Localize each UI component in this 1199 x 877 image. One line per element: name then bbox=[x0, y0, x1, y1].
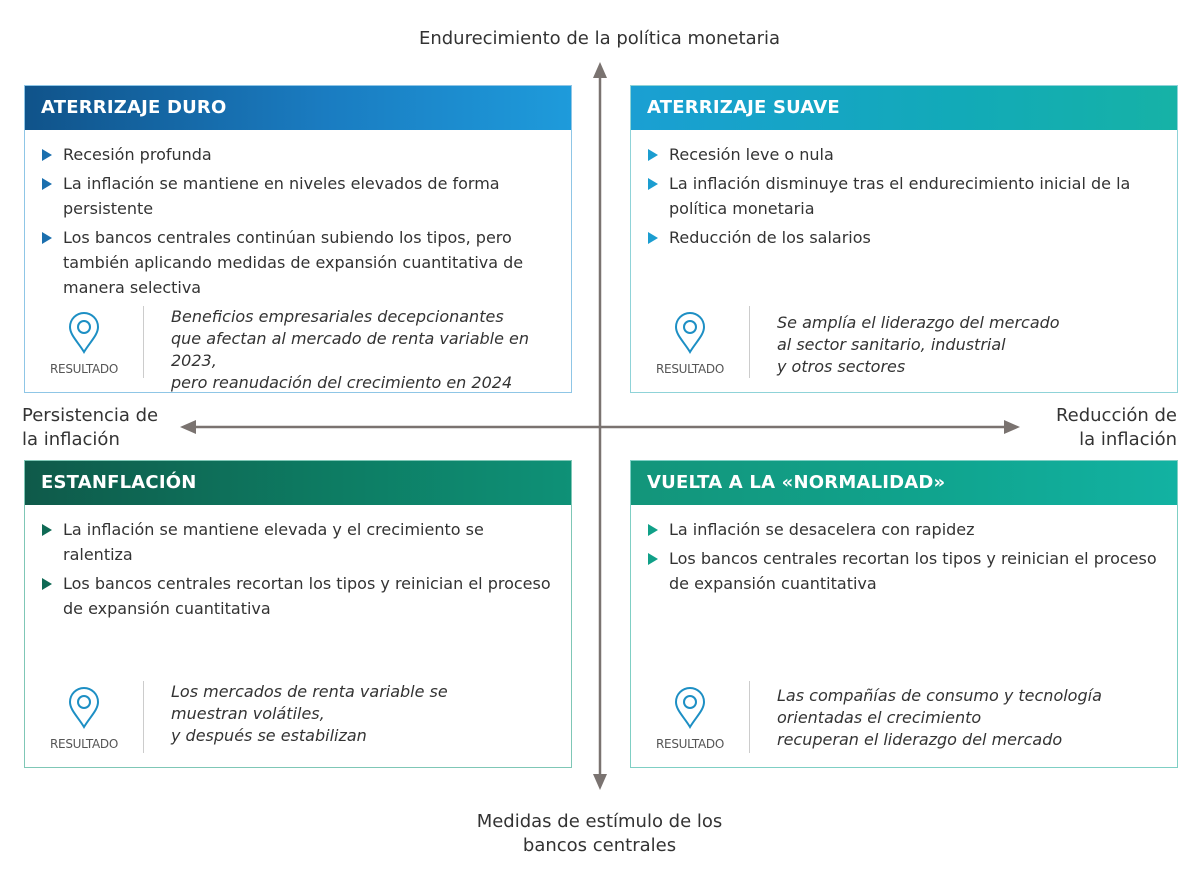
list-item: Los bancos centrales recortan los tipos y reinician el proceso de expansión cuantitativa bbox=[41, 571, 555, 621]
result-block bbox=[25, 306, 571, 392]
location-pin-icon bbox=[673, 687, 707, 729]
quadrant-soft-landing bbox=[630, 85, 1178, 393]
bullet-triangle-icon bbox=[648, 524, 658, 536]
divider bbox=[143, 306, 144, 378]
list-item: La inflación se mantiene en niveles elevados de forma persistente bbox=[41, 171, 555, 221]
location-pin-icon bbox=[67, 687, 101, 729]
result-text: Se amplía el liderazgo del mercado al sector sanitario, industrial y otros sectores bbox=[777, 313, 1060, 376]
bullet-triangle-icon bbox=[648, 149, 658, 161]
bullet-triangle-icon bbox=[42, 149, 52, 161]
arrow-right-icon bbox=[1004, 420, 1020, 434]
result-label: RESULTADO bbox=[656, 737, 724, 751]
arrow-left-icon bbox=[180, 420, 196, 434]
result-block bbox=[631, 306, 1177, 384]
result-label: RESULTADO bbox=[50, 737, 118, 751]
axis-label-left-line1: Persistencia de bbox=[22, 405, 159, 426]
axis-label-bottom-line1: Medidas de estímulo de los bbox=[476, 811, 723, 832]
quadrant-title: VUELTA A LA «NORMALIDAD» bbox=[631, 461, 1177, 505]
quadrant-title: ESTANFLACIÓN bbox=[25, 461, 571, 505]
arrow-up-icon bbox=[593, 62, 607, 78]
arrow-down-icon bbox=[593, 774, 607, 790]
list-item: La inflación disminuye tras el endurecimiento inicial de la política monetaria bbox=[647, 171, 1161, 221]
bullet-list bbox=[25, 130, 571, 300]
list-item: La inflación se mantiene elevada y el crecimiento se ralentiza bbox=[41, 517, 555, 567]
bullet-list bbox=[25, 505, 571, 621]
axis-label-bottom-line2: bancos centrales bbox=[522, 835, 677, 856]
bullet-list bbox=[631, 505, 1177, 596]
bullet-triangle-icon bbox=[648, 178, 658, 190]
result-text: Los mercados de renta variable se muestran volátiles, y después se estabilizan bbox=[171, 682, 448, 745]
bullet-list bbox=[631, 130, 1177, 250]
result-label: RESULTADO bbox=[50, 362, 118, 376]
quadrant-return-to-normal bbox=[630, 460, 1178, 768]
list-item: Reducción de los salarios bbox=[647, 225, 1161, 250]
location-pin-icon bbox=[67, 312, 101, 354]
quadrant-title: ATERRIZAJE SUAVE bbox=[631, 86, 1177, 130]
result-block bbox=[25, 681, 571, 759]
quadrant-title: ATERRIZAJE DURO bbox=[25, 86, 571, 130]
result-text: Beneficios empresariales decepcionantes que afectan al mercado de renta variable en 2023, pero reanudación del crecimiento en 2024 bbox=[171, 307, 530, 392]
bullet-triangle-icon bbox=[42, 524, 52, 536]
list-item: Recesión leve o nula bbox=[647, 142, 1161, 167]
quadrant-stagflation bbox=[24, 460, 572, 768]
list-item: Los bancos centrales continúan subiendo los tipos, pero también aplicando medidas de expansión cuantitativa de manera selectiva bbox=[41, 225, 555, 300]
axis-label-left-line2: la inflación bbox=[22, 429, 120, 450]
divider bbox=[143, 681, 144, 753]
quadrant-hard-landing bbox=[24, 85, 572, 393]
location-pin-icon bbox=[673, 312, 707, 354]
bullet-triangle-icon bbox=[42, 178, 52, 190]
bullet-triangle-icon bbox=[42, 578, 52, 590]
axis-label-right-line2: la inflación bbox=[1079, 429, 1177, 450]
result-label: RESULTADO bbox=[656, 362, 724, 376]
list-item: La inflación se desacelera con rapidez bbox=[647, 517, 1161, 542]
result-block bbox=[631, 681, 1177, 759]
bullet-triangle-icon bbox=[648, 553, 658, 565]
bullet-triangle-icon bbox=[42, 232, 52, 244]
axis-label-top: Endurecimiento de la política monetaria bbox=[418, 28, 781, 49]
divider bbox=[749, 306, 750, 378]
divider bbox=[749, 681, 750, 753]
list-item: Los bancos centrales recortan los tipos y reinician el proceso de expansión cuantitativa bbox=[647, 546, 1161, 596]
list-item: Recesión profunda bbox=[41, 142, 555, 167]
result-text: Las compañías de consumo y tecnología orientadas el crecimiento recuperan el liderazgo del mercado bbox=[777, 686, 1102, 749]
bullet-triangle-icon bbox=[648, 232, 658, 244]
axis-label-right-line1: Reducción de bbox=[1055, 405, 1177, 426]
